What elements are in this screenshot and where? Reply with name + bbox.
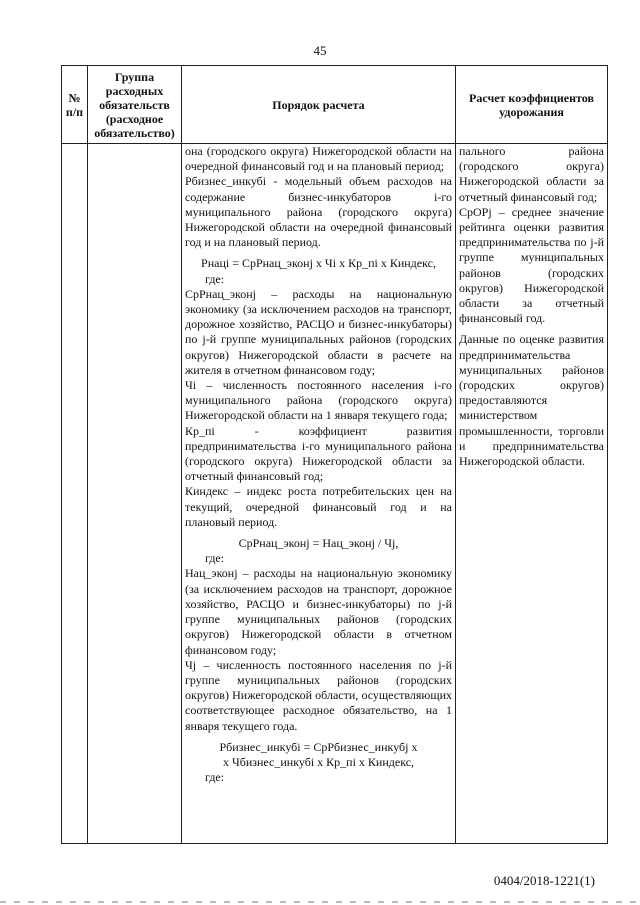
document-code: 0404/2018-1221(1) (493, 873, 595, 888)
formula: Рбизнес_инкубi = СрРбизнес_инкубj х (219, 739, 418, 754)
paragraph: СрОРj – среднее значение рейтинга оценки развития предпринимательства по j-й группе муниципальных районов (городских округов) Нижегородской области за отчетный финансовый год. (459, 204, 604, 326)
paragraph: она (городского округа) Нижегородской области на очередной финансовый год и на плановый период; (185, 144, 452, 174)
header-coefficients: Расчет коэффициентов удорожания (456, 66, 608, 144)
procedure-text (182, 144, 455, 785)
table-body-row (62, 144, 608, 844)
paragraph: Нац_эконj – расходы на национальную экономику (за исключением расходов на транспорт, дорожное хозяйство, РАСЦО и бизнес-инкубаторы) по j-й группе муниципальных районов (городских округов) Нижегородской области в отчетном финансовом году; (185, 566, 452, 657)
header-group: Группа расходных обязательств (расходное обязательство) (88, 66, 182, 144)
cell-coefficients (456, 144, 608, 844)
paragraph: Данные по оценке развития предпринимательства муниципальных районов (городских округов) предоставляются министерством промышленности, торговли и предпринимательства Нижегородской области. (459, 332, 604, 469)
where-label: где: (205, 551, 225, 566)
where-label: где: (205, 770, 225, 785)
scan-artifact-line (0, 901, 640, 903)
formula: х Чбизнес_инкубi х Кр_пi х Киндекс, (222, 754, 415, 769)
coefficients-text (456, 144, 607, 469)
table-header-row (62, 66, 608, 144)
cell-group (88, 144, 182, 844)
paragraph: Чi – численность постоянного населения i-го муниципального района (городского округа) Нижегородской области на 1 января текущего года; (185, 378, 452, 423)
paragraph: Кр_пi - коэффициент развития предпринимательства i-го муниципального района (городского округа) Нижегородской области за отчетный финансовый год; (185, 423, 452, 484)
calculation-table (61, 65, 608, 844)
cell-number (62, 144, 88, 844)
formula: СрРнац_эконj = Нац_эконj / Чj, (238, 536, 399, 551)
paragraph: Рбизнес_инкубi - модельный объем расходов на содержание бизнес-инкубаторов i-го муниципального района (городского округа) Нижегородской области на очередной финансовый год и на плановый период. (185, 174, 452, 250)
formula: Рнацi = СрРнац_эконj х Чi х Кр_пi х Киндекс, (201, 256, 436, 271)
where-label: где: (205, 271, 225, 286)
header-number: № п/п (62, 66, 88, 144)
page-number: 45 (313, 43, 327, 58)
header-procedure: Порядок расчета (182, 66, 456, 144)
paragraph: Киндекс – индекс роста потребительских цен на текущий, очередной финансовый год и на плановый период. (185, 484, 452, 529)
paragraph: Чj – численность постоянного населения по j-й группе муниципальных районов (городских округов) Нижегородской области, осуществляющих соответствующее расходное обязательство, на 1 января текущего года. (185, 657, 452, 733)
paragraph: СрРнац_эконj – расходы на национальную экономику (за исключением расходов на транспорт, дорожное хозяйство, РАСЦО и бизнес-инкубаторы) по j-й группе муниципальных районов (городских округов) Нижегородской области в расчете на жителя в отчетном финансовом году; (185, 286, 452, 377)
paragraph: пального района (городского округа) Нижегородской области за отчетный финансовый год; (459, 144, 604, 204)
cell-procedure (182, 144, 456, 844)
